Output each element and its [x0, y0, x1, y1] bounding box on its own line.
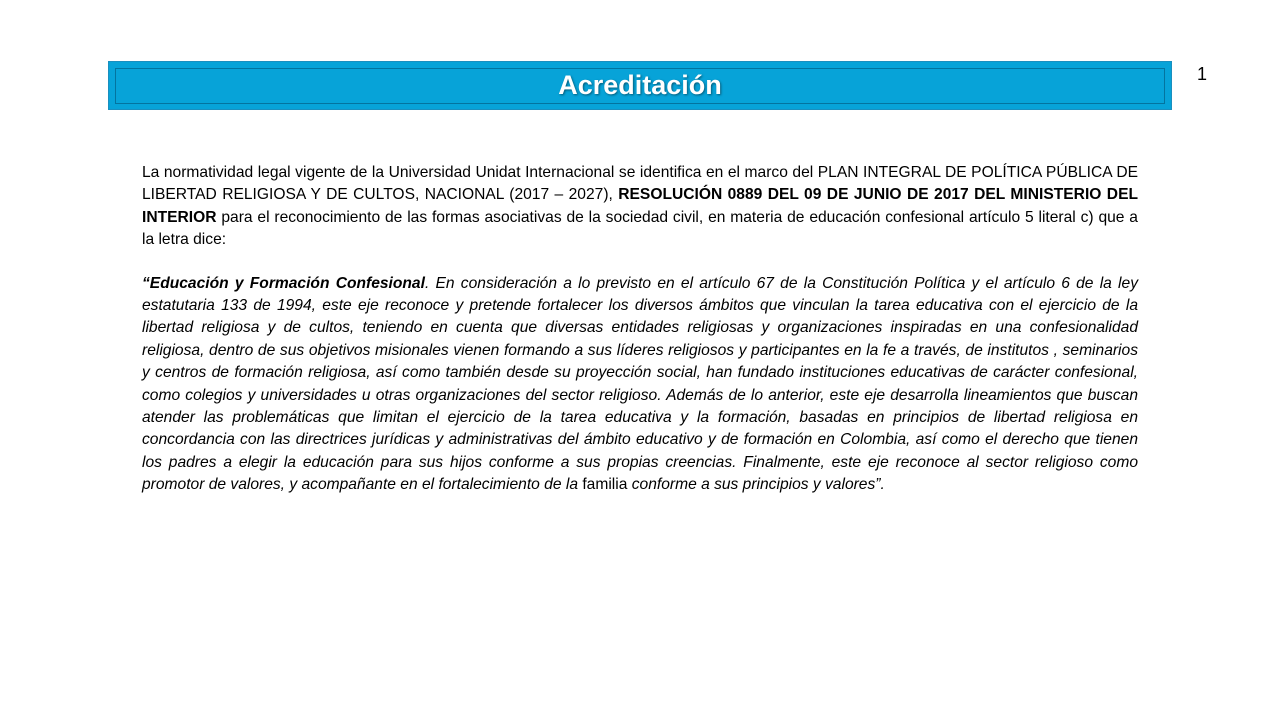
quote-title: “Educación y Formación Confesional	[142, 274, 425, 292]
page-number: 1	[1197, 64, 1208, 84]
document-body	[142, 162, 1138, 497]
quote-text: . En consideración a lo previsto en el artículo 67 de la Constitución Política y el artículo 6 de la ley estatutaria 133 de 1994, este eje reconoce y pretende fortalecer los diversos ámbitos que vinculan la tarea educativa con el ejercicio de la libertad religiosa y de cultos, teniendo en cuenta que diversas entidades religiosas y organizaciones inspiradas en una confesionalidad religiosa, dentro de sus objetivos misionales vienen formando a sus líderes religiosos y participantes en la fe a través, de institutos , seminarios y centros de formación religiosa, así como también desde su proyección social, han fundado instituciones educativas de carácter confesional, como colegios y universidades u otras organizaciones del sector religioso. Además de lo anterior, este eje desarrolla lineamientos que buscan atender las problemáticas que limitan el ejercicio de la tarea educativa y la formación, basadas en principios de libertad religiosa en concordancia con las directrices jurídicas y administrativas del ámbito educativo y de formación en Colombia, así como el derecho que tienen los padres a elegir la educación para sus hijos conforme a sus propias creencias. Finalmente, este eje reconoce al sector religioso como promotor de valores, y acompañante en el fortalecimiento de la	[142, 274, 1138, 494]
quote-text-end: conforme a sus principios y valores”.	[627, 476, 885, 494]
intro-resolution-reference: RESOLUCIÓN 0889 DEL 09 DE JUNIO DE 2017 DEL MINISTERIO DEL INTERIOR	[142, 186, 1138, 226]
title-banner	[108, 61, 1172, 110]
quote-upright-word: familia	[582, 476, 628, 494]
intro-paragraph	[142, 162, 1138, 252]
intro-text-end: para el reconocimiento de las formas asociativas de la sociedad civil, en materia de educación confesional artículo 5 literal c) que a la letra dice:	[142, 208, 1138, 249]
page-title: Acreditación	[558, 70, 722, 100]
quoted-article-paragraph	[142, 273, 1138, 497]
intro-text-start: La normatividad legal vigente de la Universidad Unidat Internacional se identifica en el marco del PLAN INTEGRAL DE POLÍTICA PÚBLICA DE LIBERTAD RELIGIOSA Y DE CULTOS, NACIONAL (2017 – 2027),	[142, 164, 1138, 204]
